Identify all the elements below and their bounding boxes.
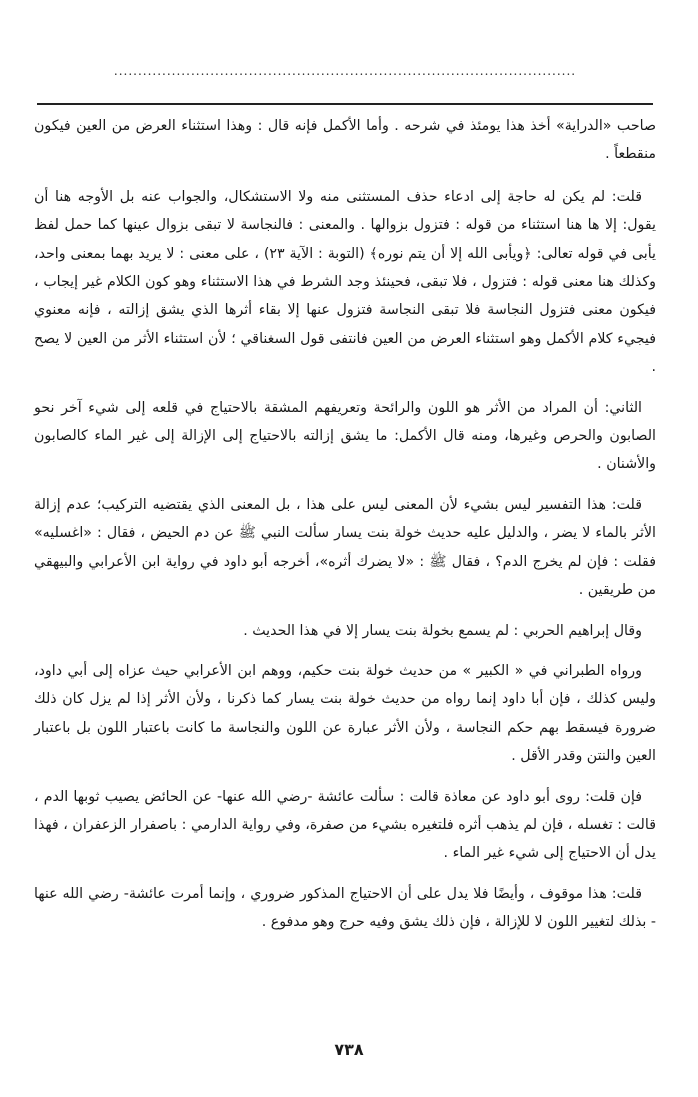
paragraph: صاحب «الدراية» أخذ هذا يومئذ في شرحه . وأما الأكمل فإنه قال : وهذا استثناء العرض من العين فيكون منقطعاً .	[34, 118, 656, 163]
paragraph: الثاني: أن المراد من الأثر هو اللون والرائحة وتعريفهم المشقة بالاحتياج في قلعه إلى شيء آخر نحو الصابون والحرص وغيرها، ومنه قال الأكمل: ما يشق إزالته بالاحتياج إلى الإزالة إلى غير الماء كالصابون والأشنان .	[34, 399, 656, 473]
header-rule	[37, 103, 653, 105]
page-body	[34, 112, 656, 949]
header-dotted-line: ................................................................................................	[113, 64, 577, 78]
paragraph: قلت: هذا التفسير ليس بشيء لأن المعنى ليس على هذا ، بل المعنى الذي يقتضيه التركيب؛ عدم إزالة الأثر بالماء لا يضر ، والدليل عليه حديث خولة بنت يسار سألت النبي ﷺ عن دم الحيض ، فقال : «اغسليه» فقلت : فإن لم يخرج الدم؟ ، فقال ﷺ : «لا يضرك أثره»، أخرجه أبو داود في رواية ابن الأعرابي والبيهقي من طريقين .	[34, 496, 656, 599]
page-number: ٧٣٨	[334, 1040, 364, 1059]
paragraph: فإن قلت: روى أبو داود عن معاذة قالت : سألت عائشة -رضي الله عنها- عن الحائض يصيب ثوبها الدم ، قالت : تغسله ، فإن لم يذهب أثره فلتغيره بشيء من صفرة، وفي رواية الدارمي : باصفرار الزعفران ، فهذا يدل أن الاحتياج إلى شيء غير الماء .	[34, 788, 656, 862]
paragraph: ورواه الطبراني في « الكبير » من حديث خولة بنت حكيم، ووهم ابن الأعرابي حيث عزاه إلى أبي داود، وليس كذلك ، فإن أبا داود إنما رواه من حديث خولة بنت يسار كما ذكرنا ، ولأن الأثر إذا لم يزل كان ذلك ضرورة فيسقط بهم حكم النجاسة ، ولأن الأثر عبارة عن اللون والنجاسة ما كانت باعتبار اللون بل باعتبار العين والنتن وقدر الأقل .	[34, 662, 656, 765]
paragraph: قلت: لم يكن له حاجة إلى ادعاء حذف المستثنى منه ولا الاستشكال، والجواب عنه بل الأوجه هنا أن يقول: إلا ها هنا استثناء من قوله : فتزول بزوالها . والمعنى : فالنجاسة لا تبقى بزوال عينها كما حمل لفظ يأبى في قوله تعالى: ﴿ويأبى الله إلا أن يتم نوره﴾ (التوبة : الآية ٢٣) ، على معنى : لا يريد بهما بمعنى واحد، وكذلك هنا معنى قوله : فتزول ، فلا تبقى، فحينئذ وجد الشرط في هذا الاستثناء وهو كون الكلام غير إيجاب ، فيكون معنى فتزول النجاسة فلا تبقى النجاسة فتزول عنها إلا بقاء أثرها الذي يشق إزالته ، فإنه معنوي فيجيء كلام الأكمل وهو استثناء العرض من العين فانتفى قول السغناقي ؛ لأن استثناء الأثر من العين لا يصح .	[34, 188, 656, 376]
paragraph: وقال إبراهيم الحربي : لم يسمع بخولة بنت يسار إلا في هذا الحديث .	[243, 622, 642, 639]
paragraph: قلت: هذا موقوف ، وأيضًا فلا يدل على أن الاحتياج المذكور ضروري ، وإنما أمرت عائشة- رضي الله عنها - بذلك لتغيير اللون لا للإزالة ، فإن ذلك يشق وفيه حرج وهو مدفوع .	[34, 885, 656, 931]
